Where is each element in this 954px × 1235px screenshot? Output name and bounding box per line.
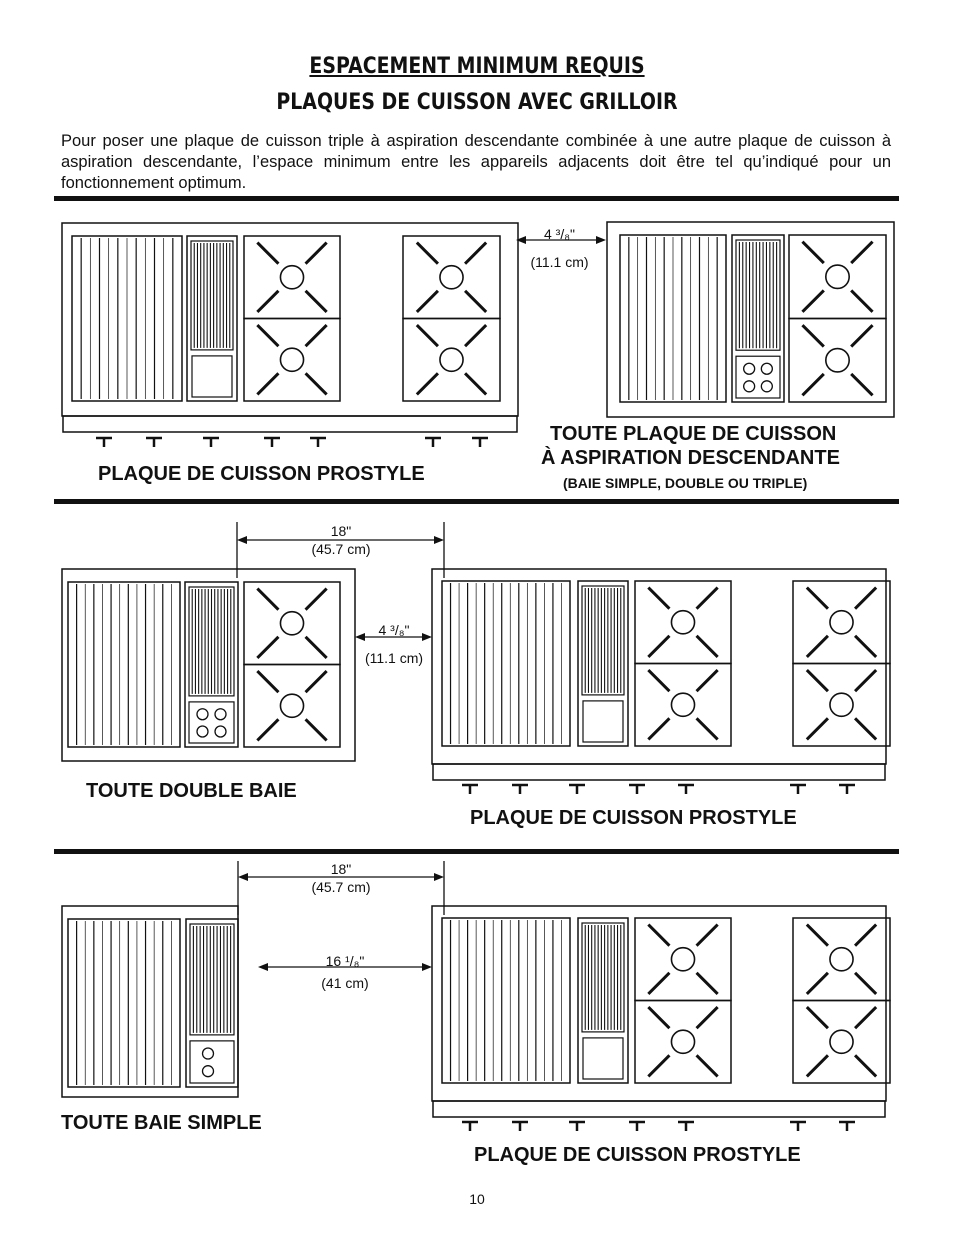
burner-grate-bar: [257, 637, 278, 658]
burner-cell: [635, 918, 731, 1001]
burner-grate-bar: [465, 243, 486, 264]
burner-grate-bar: [802, 290, 823, 311]
burner-icon: [830, 693, 853, 716]
downdraft-cooktop-label-line2: À ASPIRATION DESCENDANTE: [541, 447, 840, 469]
burner-icon: [280, 694, 303, 717]
control-knob-icon: [203, 1048, 214, 1059]
page-subtitle: PLAQUES DE CUISSON AVEC GRILLOIR: [276, 90, 678, 115]
control-knob-icon: [761, 381, 772, 392]
burner-grate-bar: [807, 1055, 828, 1076]
burner-cell: [244, 319, 340, 402]
burner-grate-bar: [802, 374, 823, 395]
prostyle-cooktop-outline: [62, 223, 518, 416]
burner-grate-bar: [855, 925, 876, 946]
burner-grate-bar: [697, 588, 718, 609]
burner-grate-bar: [465, 325, 486, 346]
burner-grate-bar: [855, 973, 876, 994]
gap-dimension-inches: 4 ³/₈": [543, 226, 575, 242]
burner-icon: [830, 948, 853, 971]
control-panel: [190, 1041, 234, 1083]
burner-grate-bar: [697, 718, 718, 739]
griddle-panel: [442, 581, 570, 746]
control-knob-icon: [215, 709, 226, 720]
burner-grate-bar: [807, 670, 828, 691]
burner-grate-bar: [257, 671, 278, 692]
burner-grate-bar: [855, 588, 876, 609]
burner-icon: [280, 348, 303, 371]
control-knob-icon: [215, 726, 226, 737]
burner-grate-bar: [465, 291, 486, 312]
burner-grate-bar: [257, 373, 278, 394]
prostyle-cooktop-label: PLAQUE DE CUISSON PROSTYLE: [470, 807, 797, 829]
burner-grate-bar: [851, 325, 872, 346]
burner-cell: [403, 319, 500, 402]
burner-grate-bar: [855, 1007, 876, 1028]
burner-grate-bar: [855, 670, 876, 691]
burner-grate-bar: [648, 925, 669, 946]
section-divider: [54, 196, 899, 201]
burner-grate-bar: [697, 1055, 718, 1076]
burner-grate-bar: [257, 325, 278, 346]
burner-icon: [440, 348, 463, 371]
control-knob-icon: [203, 1066, 214, 1077]
page-number: 10: [469, 1191, 485, 1207]
burner-icon: [826, 265, 849, 288]
burner-grate-bar: [306, 719, 327, 740]
burner-cell: [793, 664, 890, 747]
grill-drip-panel: [583, 1038, 623, 1079]
burner-cell: [244, 236, 340, 319]
double-bay-label: TOUTE DOUBLE BAIE: [86, 780, 297, 802]
burner-grate-bar: [807, 925, 828, 946]
prostyle-control-strip: [433, 764, 885, 780]
burner-icon: [671, 611, 694, 634]
burner-cell: [635, 1001, 731, 1084]
downdraft-cooktop-sublabel: (BAIE SIMPLE, DOUBLE OU TRIPLE): [563, 475, 808, 491]
burner-grate-bar: [807, 1007, 828, 1028]
burner-cell: [403, 236, 500, 319]
burner-grate-bar: [417, 373, 438, 394]
top-dimension-cm: (45.7 cm): [311, 879, 371, 895]
burner-grate-bar: [257, 291, 278, 312]
top-dimension-inches: 18": [330, 861, 352, 877]
burner-grate-bar: [807, 636, 828, 657]
burner-grate-bar: [851, 242, 872, 263]
burner-grate-bar: [697, 925, 718, 946]
gap-dimension-inches: 4 ³/₈": [378, 622, 410, 638]
burner-grate-bar: [697, 1007, 718, 1028]
control-panel: [189, 702, 234, 743]
control-knob-icon: [744, 363, 755, 374]
burner-grate-bar: [648, 1055, 669, 1076]
gap-dimension-cm: (41 cm): [321, 975, 369, 991]
griddle-panel: [442, 918, 570, 1083]
burner-grate-bar: [417, 243, 438, 264]
burner-icon: [671, 693, 694, 716]
control-panel: [736, 356, 780, 398]
prostyle-control-strip: [63, 416, 517, 432]
single-bay-label: TOUTE BAIE SIMPLE: [61, 1112, 262, 1134]
burner-grate-bar: [855, 636, 876, 657]
burner-cell: [793, 918, 890, 1001]
burner-cell: [789, 235, 886, 319]
burner-grate-bar: [306, 291, 327, 312]
burner-icon: [826, 349, 849, 372]
burner-icon: [280, 612, 303, 635]
burner-grate-bar: [648, 973, 669, 994]
control-knob-icon: [761, 363, 772, 374]
burner-grate-bar: [648, 636, 669, 657]
burner-icon: [830, 1030, 853, 1053]
burner-cell: [793, 1001, 890, 1084]
burner-grate-bar: [802, 325, 823, 346]
gap-dimension-cm: (11.1 cm): [530, 254, 589, 270]
downdraft-cooktop-label-line1: TOUTE PLAQUE DE CUISSON: [550, 423, 837, 445]
burner-grate-bar: [807, 973, 828, 994]
burner-grate-bar: [697, 670, 718, 691]
burner-grate-bar: [306, 589, 327, 610]
prostyle-cooktop-label: PLAQUE DE CUISSON PROSTYLE: [474, 1144, 801, 1166]
burner-grate-bar: [257, 719, 278, 740]
burner-grate-bar: [807, 718, 828, 739]
burner-icon: [830, 611, 853, 634]
burner-grate-bar: [257, 243, 278, 264]
burner-cell: [635, 581, 731, 664]
burner-cell: [244, 582, 340, 665]
burner-grate-bar: [851, 290, 872, 311]
burner-cell: [789, 319, 886, 403]
burner-grate-bar: [697, 636, 718, 657]
burner-grate-bar: [306, 325, 327, 346]
prostyle-cooktop-label: PLAQUE DE CUISSON PROSTYLE: [98, 463, 425, 485]
section-divider: [54, 499, 899, 504]
burner-grate-bar: [697, 973, 718, 994]
burner-grate-bar: [306, 671, 327, 692]
burner-grate-bar: [855, 1055, 876, 1076]
burner-grate-bar: [648, 1007, 669, 1028]
intro-paragraph: Pour poser une plaque de cuisson triple à aspiration descendante combinée à une autre plaque de cuisson à aspiration descendante, l’espace minimum entre les appareils adjacents doit être tel qu’indiqué pour un fonctionnement optimum.: [61, 132, 891, 192]
control-knob-icon: [197, 726, 208, 737]
section-divider: [54, 849, 899, 854]
burner-icon: [440, 266, 463, 289]
gap-dimension-cm: (11.1 cm): [364, 650, 424, 666]
top-dimension-cm: (45.7 cm): [311, 541, 371, 557]
burner-grate-bar: [306, 373, 327, 394]
burner-grate-bar: [648, 670, 669, 691]
burner-grate-bar: [648, 718, 669, 739]
burner-icon: [280, 266, 303, 289]
burner-icon: [671, 948, 694, 971]
burner-grate-bar: [257, 589, 278, 610]
burner-grate-bar: [306, 243, 327, 264]
burner-icon: [671, 1030, 694, 1053]
burner-cell: [793, 581, 890, 664]
burner-grate-bar: [855, 718, 876, 739]
burner-grate-bar: [306, 637, 327, 658]
burner-grate-bar: [417, 291, 438, 312]
gap-dimension-inches: 16 ¹/₈": [325, 953, 365, 969]
burner-cell: [635, 664, 731, 747]
burner-grate-bar: [417, 325, 438, 346]
single-bay-cooktop-outline: [62, 906, 238, 1097]
page-title: ESPACEMENT MINIMUM REQUIS: [309, 54, 645, 79]
burner-grate-bar: [802, 242, 823, 263]
top-dimension-inches: 18": [330, 523, 352, 539]
grill-drip-panel: [583, 701, 623, 742]
prostyle-control-strip: [433, 1101, 885, 1117]
grill-drip-panel: [192, 356, 232, 397]
burner-cell: [244, 665, 340, 748]
burner-grate-bar: [648, 588, 669, 609]
burner-grate-bar: [807, 588, 828, 609]
control-knob-icon: [744, 381, 755, 392]
control-knob-icon: [197, 709, 208, 720]
downdraft-cooktop-outline: [607, 222, 894, 417]
burner-grate-bar: [851, 374, 872, 395]
burner-grate-bar: [465, 373, 486, 394]
